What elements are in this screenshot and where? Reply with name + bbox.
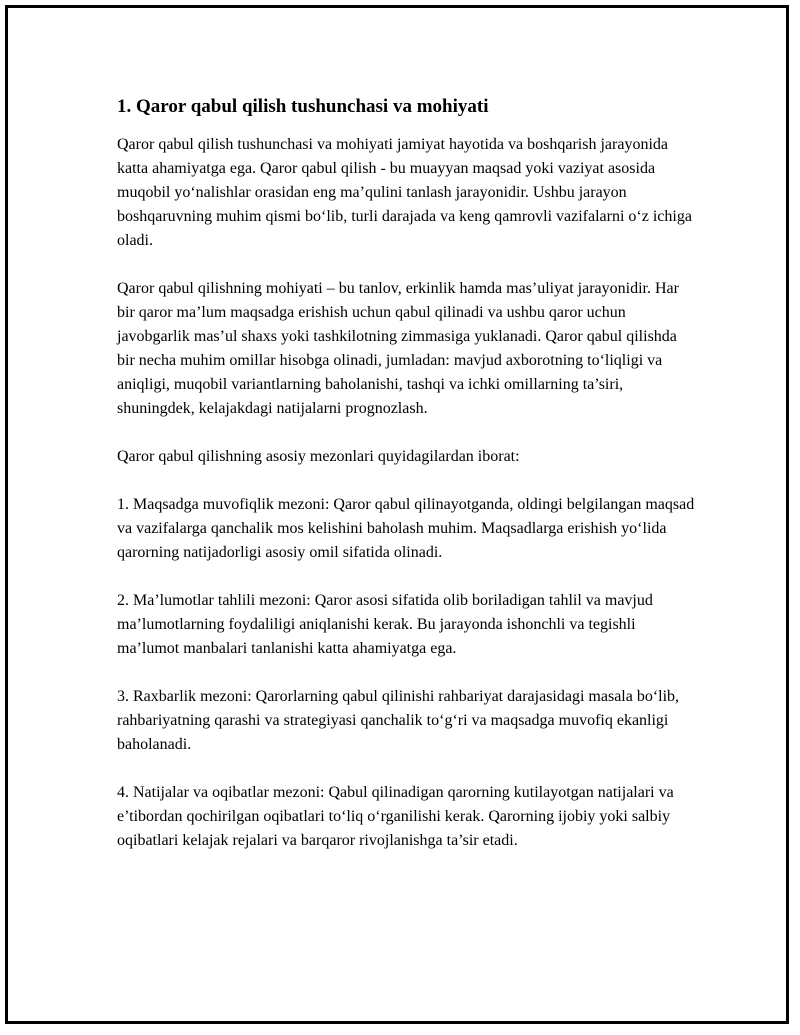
- paragraph-criterion-2: 2. Ma’lumotlar tahlili mezoni: Qaror asosi sifatida olib boriladigan tahlil va mavjud ma’lumotlarning foydaliligi aniqlanishi kerak. Bu jarayonda ishonchli va tegishli ma’lumot manbalari tanlanishi katta ahamiyatga ega.: [117, 592, 653, 657]
- paragraph-criterion-3: 3. Raxbarlik mezoni: Qarorlarning qabul qilinishi rahbariyat darajasidagi masala bo‘lib, rahbariyatning qarashi va strategiyasi qanchalik to‘g‘ri va maqsadga muvofiq ekanligi baholanadi.: [117, 688, 680, 753]
- paragraph-intro: Qaror qabul qilish tushunchasi va mohiyati jamiyat hayotida va boshqarish jarayonida katta ahamiyatga ega. Qaror qabul qilish - bu muayyan maqsad yoki vaziyat asosida muqobil yo‘nalishlar orasidan eng ma’qulini tanlash jarayonidir. Ushbu jarayon boshqaruvning muhim qismi bo‘lib, turli darajada va keng qamrovli vazifalarni o‘z ichiga oladi.: [117, 136, 692, 249]
- paragraph-criteria-intro: Qaror qabul qilishning asosiy mezonlari quyidagilardan iborat:: [117, 448, 520, 465]
- paragraph-essence: Qaror qabul qilishning mohiyati – bu tanlov, erkinlik hamda mas’uliyat jarayonidir. Har bir qaror ma’lum maqsadga erishish uchun qabul qilinadi va ushbu qaror uchun javobgarlik mas’ul shaxs yoki tashkilotning zimmasiga yuklanadi. Qaror qabul qilishda bir necha muhim omillar hisobga olinadi, jumladan: mavjud axborotning to‘liqligi va aniqligi, muqobil variantlarning baholanishi, tashqi va ichki omillarning ta’siri, shuningdek, kelajakdagi natijalarni prognozlash.: [117, 280, 679, 417]
- paragraph-criterion-1: 1. Maqsadga muvofiqlik mezoni: Qaror qabul qilinayotganda, oldingi belgilangan maqsad va vazifalarga qanchalik mos kelishini baholash muhim. Maqsadlarga erishish yo‘lida qarorning natijadorligi asosiy omil sifatida olinadi.: [117, 496, 695, 561]
- document-body: [117, 95, 697, 877]
- document-title: 1. Qaror qabul qilish tushunchasi va mohiyati: [117, 96, 489, 117]
- paragraph-criterion-4: 4. Natijalar va oqibatlar mezoni: Qabul qilinadigan qarorning kutilayotgan natijalari va e’tibordan qochirilgan oqibatlari to‘liq o‘rganilishi kerak. Qarorning ijobiy yoki salbiy oqibatlari kelajak rejalari va barqaror rivojlanishga ta’sir etadi.: [117, 784, 674, 849]
